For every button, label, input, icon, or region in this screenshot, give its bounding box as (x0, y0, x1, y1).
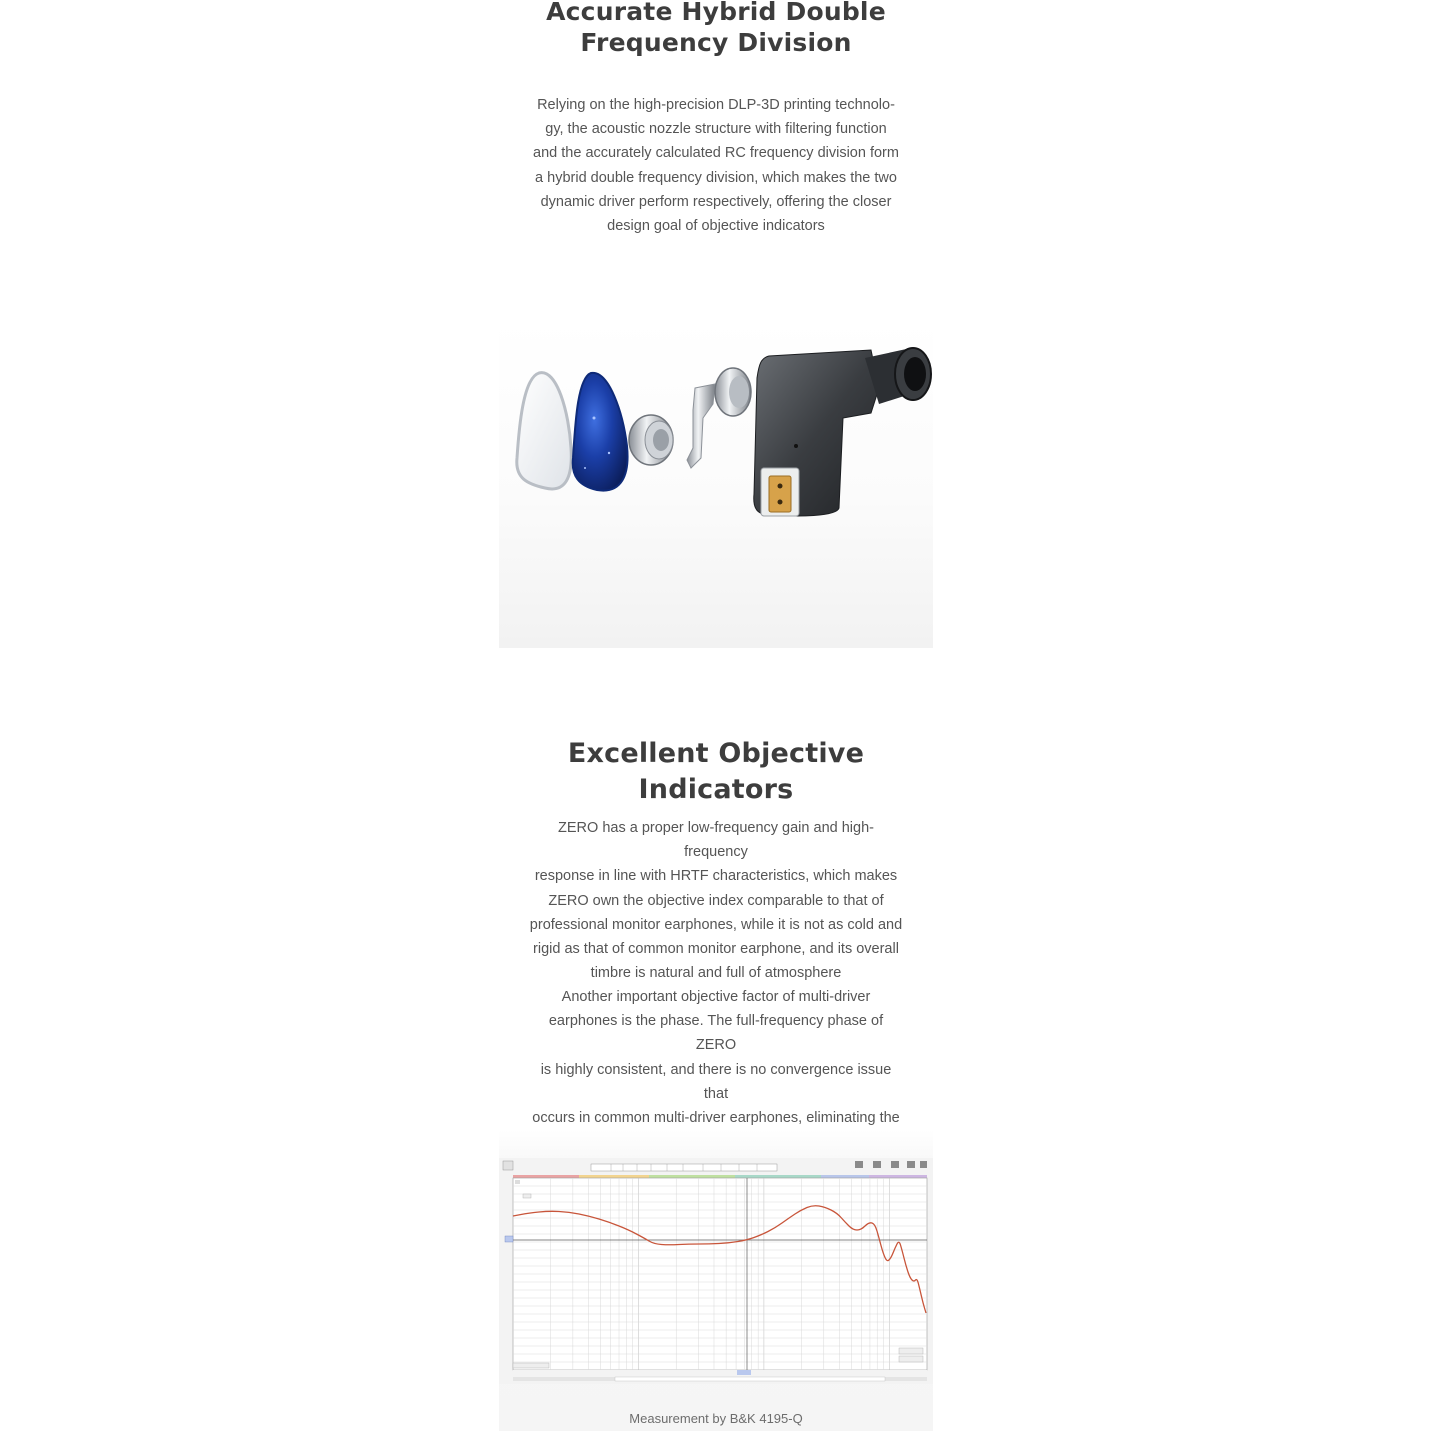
title-line: Accurate Hybrid Double (546, 0, 886, 26)
graph-tab-strip (591, 1164, 777, 1171)
exploded-earphone-illustration (499, 318, 933, 648)
driver-bracket-shape (687, 384, 715, 468)
section-title-hybrid (499, 0, 933, 58)
title-line: Frequency Division (580, 28, 852, 57)
frequency-response-graph (499, 1158, 933, 1384)
text-line: ZERO has a proper low-frequency gain and high-frequency (558, 820, 874, 861)
objective-description (527, 816, 905, 985)
text-line: Another important objective factor of multi-driver (561, 989, 871, 1005)
earphone-exploded-view-image (499, 318, 933, 648)
text-line: rigid as that of common monitor earphone, and its overall (533, 941, 899, 958)
text-line: and the accurately calculated RC frequency division form (533, 145, 899, 162)
text-line: gy, the acoustic nozzle structure with filtering function (545, 121, 887, 138)
text-line: is highly consistent, and there is no convergence issue that (540, 1061, 892, 1102)
text-line: dynamic driver perform respectively, offering the closer (540, 193, 892, 210)
text-line: earphones is the phase. The full-frequency phase of ZERO (548, 1013, 884, 1054)
text-line: Relying on the high-precision DLP-3D printing technolo- (537, 97, 895, 113)
section-title-objective: Excellent Objective Indicators (567, 738, 865, 805)
text-line: occurs in common multi-driver earphones, eliminating the (532, 1110, 900, 1127)
text-line: response in line with HRTF characteristics, which makes (534, 868, 898, 885)
text-line: timbre is natural and full of atmosphere (590, 965, 842, 982)
graph-caption: Measurement by B&K 4195-Q (629, 1411, 803, 1426)
hybrid-description (527, 93, 905, 238)
text-line: professional monitor earphones, while it is not as cold and (529, 916, 903, 933)
text-line: ZERO own the objective index comparable to that of (548, 892, 884, 909)
text-line: a hybrid double frequency division, which makes the two (535, 169, 897, 186)
clear-faceplate-shape (517, 373, 572, 489)
blue-faceplate-shape (573, 373, 628, 491)
frequency-response-screenshot (499, 1130, 933, 1431)
phase-description (527, 985, 905, 1154)
content-column (499, 0, 933, 1431)
text-line: design goal of objective indicators (607, 218, 825, 235)
